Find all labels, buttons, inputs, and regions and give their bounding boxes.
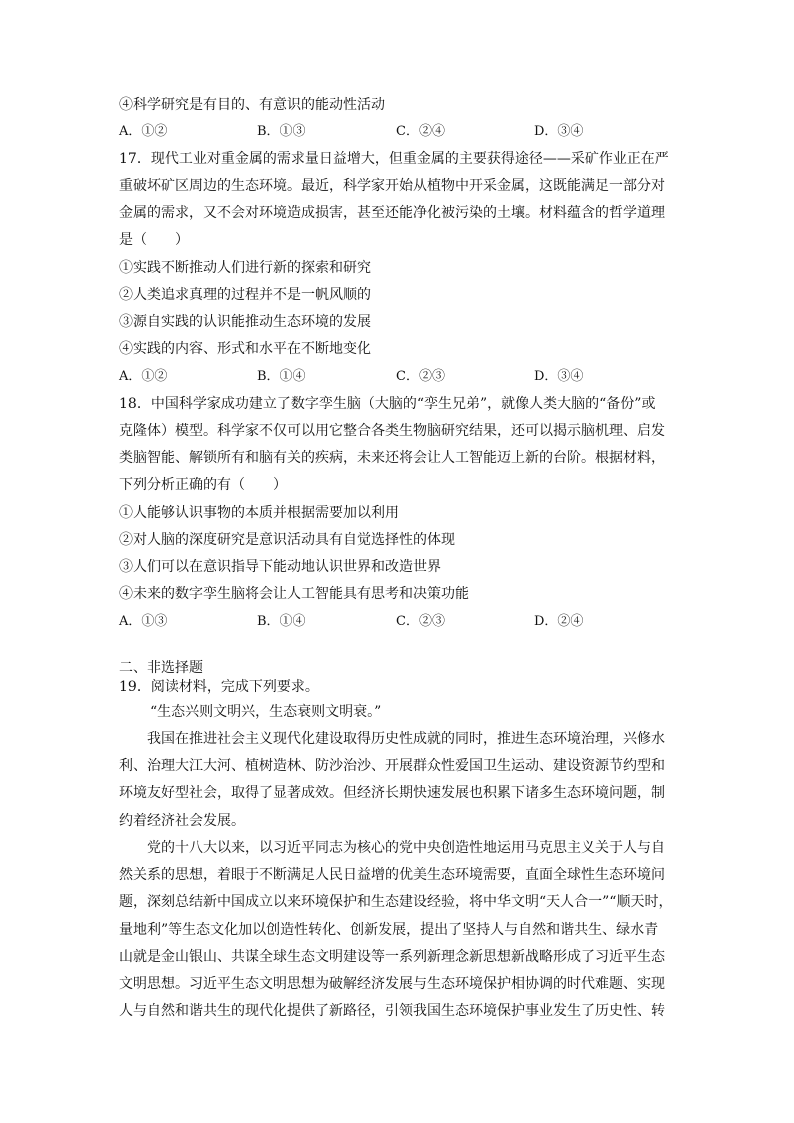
q18-item-3: ③人们可以在意识指导下能动地认识世界和改造世界 (119, 559, 441, 575)
q19-title: 19．阅读材料，完成下列要求。 (119, 679, 319, 695)
para1-line-2: 利、治理大江大河、植树造林、防沙治沙、开展群众性爱国卫生运动、建设资源节约型和 (119, 758, 665, 774)
para2-line-3: 题，深刻总结新中国成立以来环境保护和生态建设经验，将中华文明“天人合一”“顺天时， (119, 894, 673, 910)
q16-item-4: ④科学研究是有目的、有意识的能动性活动 (119, 97, 385, 113)
para1-line-1: 我国在推进社会主义现代化建设取得历史性成就的同时，推进生态环境治理，兴修水 (147, 731, 665, 747)
para2-line-1: 党的十八大以来，以习近平同志为核心的党中央创造性地运用马克思主义关于人与自 (147, 840, 665, 856)
q16-option-d: D．③④ (534, 124, 584, 139)
q18-stem-line-3: 类脑智能、解锁所有和脑有关的疾病，未来还将会让人工智能迈上新的台阶。根据材料， (119, 450, 665, 466)
para1-line-3: 环境友好型社会，取得了显著成效。但经济长期快速发展也积累下诸多生态环境问题，制 (119, 785, 665, 801)
q17-option-d: D．③④ (534, 369, 584, 384)
q17-option-a: A．①② (119, 369, 168, 384)
q16-option-b: B．①③ (257, 124, 306, 139)
q19-quote: “生态兴则文明兴，生态衰则文明衰。” (150, 704, 382, 720)
q17-item-2: ②人类追求真理的过程并不是一帆风顺的 (119, 287, 371, 303)
q17-item-4: ④实践的内容、形式和水平在不断地变化 (119, 341, 371, 357)
q17-option-c: C．②③ (396, 369, 445, 384)
para2-line-6: 文明思想。习近平生态文明思想为破解经济发展与生态环境保护相协调的时代难题、实现 (119, 976, 665, 992)
q18-option-c: C．②③ (396, 614, 445, 629)
q18-item-4: ④未来的数字孪生脑将会让人工智能具有思考和决策功能 (119, 586, 469, 602)
q18-stem-line-1: 18．中国科学家成功建立了数字孪生脑（大脑的“孪生兄弟”，就像人类大脑的“备份”或 (119, 396, 656, 412)
para2-line-2: 然关系的思想，着眼于不断满足人民日益增的优美生态环境需要，直面全球性生态环境问 (119, 867, 665, 883)
q17-item-3: ③源自实践的认识能推动生态环境的发展 (119, 314, 371, 330)
q18-option-a: A．①③ (119, 614, 168, 629)
q18-stem-line-2: 克隆体）模型。科学家不仅可以用它整合各类生物脑研究结果，还可以揭示脑机理、启发 (119, 423, 665, 439)
q18-option-d: D．②④ (534, 614, 584, 629)
q18-option-b: B．①④ (257, 614, 306, 629)
para2-line-4: 量地利”等生态文化加以创造性转化、创新发展，提出了坚持人与自然和谐共生、绿水青 (119, 922, 659, 938)
q17-stem-line-3: 金属的需求，又不会对环境造成损害，甚至还能净化被污染的土壤。材料蕴含的哲学道理 (119, 205, 665, 221)
q17-option-b: B．①④ (257, 369, 306, 384)
para2-line-7: 人与自然和谐共生的现代化提供了新路径，引领我国生态环境保护事业发生了历史性、转 (119, 1003, 665, 1019)
q16-option-a: A．①② (119, 124, 168, 139)
q16-option-c: C．②④ (396, 124, 445, 139)
q17-stem-line-1: 17．现代工业对重金属的需求量日益增大，但重金属的主要获得途径——采矿作业正在严 (119, 151, 669, 167)
section-heading: 二、非选择题 (119, 660, 203, 676)
para1-line-4: 约着经济社会发展。 (119, 813, 245, 829)
q18-item-1: ①人能够认识事物的本质并根据需要加以利用 (119, 505, 399, 521)
q17-stem-line-2: 重破坏矿区周边的生态环境。最近，科学家开始从植物中开采金属，这既能满足一部分对 (119, 178, 665, 194)
q18-item-2: ②对人脑的深度研究是意识活动具有自觉选择性的体现 (119, 532, 455, 548)
q17-item-1: ①实践不断推动人们进行新的探索和研究 (119, 260, 371, 276)
q17-stem-line-4: 是（ ） (119, 232, 189, 248)
para2-line-5: 山就是金山银山、共谋全球生态文明建设等一系列新理念新思想新战略形成了习近平生态 (119, 949, 665, 965)
q18-stem-line-4: 下列分析正确的有（ ） (119, 477, 287, 493)
